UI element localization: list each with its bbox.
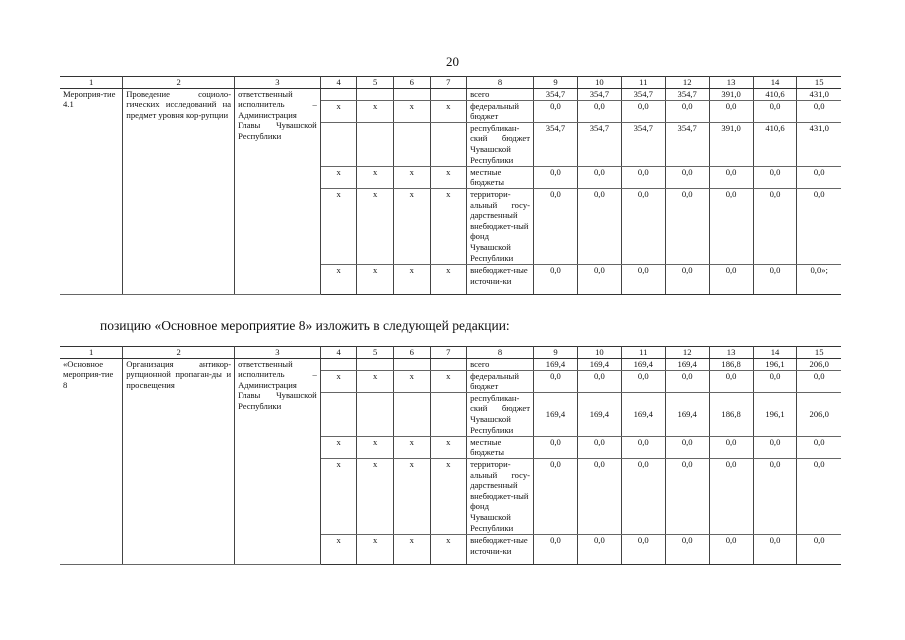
column-number-row [60,77,841,89]
amount-cell: 354,7 [534,122,578,166]
code-cell: x [430,264,467,294]
code-cell: x [393,166,430,188]
amount-cell: 391,0 [709,88,753,100]
amount-cell: 0,0 [621,188,665,264]
amount-cell: 0,0 [753,436,797,458]
amount-cell: 0,0 [665,458,709,534]
amount-cell: 0,0 [709,166,753,188]
amount-cell: 0,0 [753,166,797,188]
code-cell: x [320,166,357,188]
column-number: 3 [235,77,321,89]
amount-cell: 354,7 [534,88,578,100]
code-cell: x [393,188,430,264]
amount-cell: 196,1 [753,392,797,436]
code-cell: x [320,188,357,264]
funding-source-cell: всего [467,358,534,370]
event-name-cell: Проведение социоло-гических исследований на предмет уровня кор-рупции [123,88,235,294]
amount-cell: 169,4 [621,358,665,370]
amount-cell: 0,0 [534,188,578,264]
amount-cell: 0,0 [577,166,621,188]
column-number: 12 [665,347,709,359]
amount-cell: 169,4 [534,392,578,436]
code-cell: x [357,458,394,534]
amount-cell: 196,1 [753,358,797,370]
funding-source-cell: территори-альный госу-дарственный внебюджет-ный фонд Чувашской Республики [467,458,534,534]
funding-source-cell: республикан-ский бюджет Чувашской Республики [467,392,534,436]
code-cell: x [393,458,430,534]
amount-cell: 0,0 [621,166,665,188]
amount-cell: 0,0 [534,100,578,122]
column-number: 2 [123,347,235,359]
executor-cell: ответственный исполнитель – Администрация Главы Чувашской Республики [235,358,321,564]
amount-cell: 169,4 [534,358,578,370]
amount-cell: 186,8 [709,358,753,370]
column-number: 5 [357,347,394,359]
column-number: 15 [797,347,841,359]
amount-cell: 0,0 [534,534,578,564]
column-number: 1 [60,77,123,89]
amount-cell: 0,0 [753,100,797,122]
amount-cell: 410,6 [753,122,797,166]
column-number: 1 [60,347,123,359]
amount-cell: 354,7 [577,122,621,166]
funding-source-cell: федеральный бюджет [467,100,534,122]
code-cell [393,392,430,436]
amount-cell: 0,0 [577,188,621,264]
column-number: 7 [430,347,467,359]
amount-cell: 0,0 [534,458,578,534]
amount-cell: 0,0 [534,370,578,392]
amount-cell: 0,0 [577,534,621,564]
column-number: 6 [393,77,430,89]
code-cell: x [430,370,467,392]
code-cell: x [320,534,357,564]
code-cell: x [320,370,357,392]
amount-cell: 0,0 [709,264,753,294]
amount-cell: 186,8 [709,392,753,436]
amount-cell: 0,0 [665,264,709,294]
amount-cell: 0,0 [753,458,797,534]
amount-cell: 0,0 [665,534,709,564]
column-number: 6 [393,347,430,359]
column-number: 11 [621,347,665,359]
amount-cell: 0,0 [753,264,797,294]
code-cell: x [357,264,394,294]
column-number: 5 [357,77,394,89]
amount-cell: 354,7 [621,88,665,100]
amount-cell: 0,0»; [797,264,841,294]
code-cell: x [357,100,394,122]
column-number: 10 [577,77,621,89]
column-number: 13 [709,347,753,359]
code-cell [357,358,394,370]
code-cell: x [393,100,430,122]
amount-cell: 169,4 [577,358,621,370]
code-cell: x [357,370,394,392]
code-cell: x [393,436,430,458]
code-cell [320,358,357,370]
column-number: 4 [320,347,357,359]
amount-cell: 431,0 [797,88,841,100]
amount-cell: 0,0 [621,264,665,294]
amount-cell: 0,0 [621,100,665,122]
amount-cell: 206,0 [797,392,841,436]
event-number-cell: Мероприя-тие 4.1 [60,88,123,294]
amount-cell: 0,0 [797,100,841,122]
amount-cell: 0,0 [577,436,621,458]
column-number: 7 [430,77,467,89]
event-name-cell: Организация антикор-рупционной пропаган-ды и просвещения [123,358,235,564]
column-number: 10 [577,347,621,359]
amount-cell: 0,0 [621,458,665,534]
code-cell [393,358,430,370]
funding-source-cell: местные бюджеты [467,436,534,458]
funding-source-cell: территори-альный госу-дарственный внебюджет-ный фонд Чувашской Республики [467,188,534,264]
code-cell: x [393,370,430,392]
column-number: 3 [235,347,321,359]
column-number: 13 [709,77,753,89]
code-cell [393,122,430,166]
column-number-row [60,347,841,359]
column-number: 14 [753,347,797,359]
code-cell: x [430,436,467,458]
code-cell [320,122,357,166]
amount-cell: 0,0 [665,100,709,122]
amount-cell: 0,0 [709,436,753,458]
code-cell [357,392,394,436]
amount-cell: 0,0 [753,188,797,264]
code-cell [430,122,467,166]
amount-cell: 0,0 [709,100,753,122]
amount-cell: 0,0 [577,100,621,122]
amount-cell: 0,0 [753,370,797,392]
amount-cell: 0,0 [665,436,709,458]
page-number: 20 [446,54,459,69]
amount-cell: 431,0 [797,122,841,166]
amount-cell: 0,0 [621,370,665,392]
column-number: 9 [534,77,578,89]
code-cell [357,88,394,100]
code-cell: x [430,534,467,564]
amount-cell: 0,0 [621,534,665,564]
amount-cell: 0,0 [709,534,753,564]
code-cell: x [320,458,357,534]
amount-cell: 354,7 [665,122,709,166]
code-cell: x [357,436,394,458]
code-cell: x [393,264,430,294]
column-number: 8 [467,77,534,89]
amount-cell: 0,0 [797,370,841,392]
amount-cell: 0,0 [621,436,665,458]
code-cell [430,358,467,370]
column-number: 4 [320,77,357,89]
table-row [60,358,841,370]
amount-cell: 0,0 [577,458,621,534]
column-number: 9 [534,347,578,359]
amount-cell: 410,6 [753,88,797,100]
amount-cell: 169,4 [665,392,709,436]
code-cell [357,122,394,166]
amount-cell: 169,4 [621,392,665,436]
amount-cell: 0,0 [753,534,797,564]
amount-cell: 0,0 [709,458,753,534]
code-cell: x [357,534,394,564]
funding-source-cell: федеральный бюджет [467,370,534,392]
amount-cell: 0,0 [577,264,621,294]
amount-cell: 0,0 [797,458,841,534]
code-cell: x [430,188,467,264]
column-number: 8 [467,347,534,359]
column-number: 12 [665,77,709,89]
amount-cell: 0,0 [797,534,841,564]
code-cell: x [430,100,467,122]
code-cell [430,392,467,436]
column-number: 14 [753,77,797,89]
funding-source-cell: внебюджет-ные источни-ки [467,264,534,294]
code-cell [320,88,357,100]
amount-cell: 0,0 [534,166,578,188]
amount-cell: 0,0 [709,370,753,392]
funding-source-cell: республикан-ский бюджет Чувашской Республики [467,122,534,166]
executor-cell: ответственный исполнитель – Администрация Главы Чувашской Республики [235,88,321,294]
code-cell: x [357,188,394,264]
amount-cell: 0,0 [665,166,709,188]
column-number: 11 [621,77,665,89]
amount-cell: 0,0 [665,188,709,264]
code-cell [320,392,357,436]
amount-cell: 0,0 [534,436,578,458]
code-cell: x [320,436,357,458]
code-cell: x [430,458,467,534]
code-cell: x [320,100,357,122]
amount-cell: 0,0 [665,370,709,392]
code-cell [430,88,467,100]
table-row [60,88,841,100]
amount-cell: 354,7 [577,88,621,100]
funding-source-cell: местные бюджеты [467,166,534,188]
amount-cell: 391,0 [709,122,753,166]
amendment-sentence: позицию «Основное мероприятие 8» изложить в следующей редакции: [100,318,510,333]
program-table-event-4-1 [60,76,841,295]
amount-cell: 0,0 [797,188,841,264]
amount-cell: 354,7 [665,88,709,100]
amount-cell: 169,4 [665,358,709,370]
funding-source-cell: внебюджет-ные источни-ки [467,534,534,564]
event-number-cell: «Основное мероприя-тие 8 [60,358,123,564]
column-number: 2 [123,77,235,89]
code-cell: x [357,166,394,188]
amount-cell: 206,0 [797,358,841,370]
column-number: 15 [797,77,841,89]
code-cell: x [430,166,467,188]
amount-cell: 0,0 [534,264,578,294]
amount-cell: 354,7 [621,122,665,166]
amount-cell: 0,0 [709,188,753,264]
code-cell: x [320,264,357,294]
program-table-main-event-8 [60,346,841,565]
funding-source-cell: всего [467,88,534,100]
code-cell [393,88,430,100]
amount-cell: 0,0 [797,436,841,458]
amount-cell: 0,0 [797,166,841,188]
amount-cell: 169,4 [577,392,621,436]
code-cell: x [393,534,430,564]
amount-cell: 0,0 [577,370,621,392]
